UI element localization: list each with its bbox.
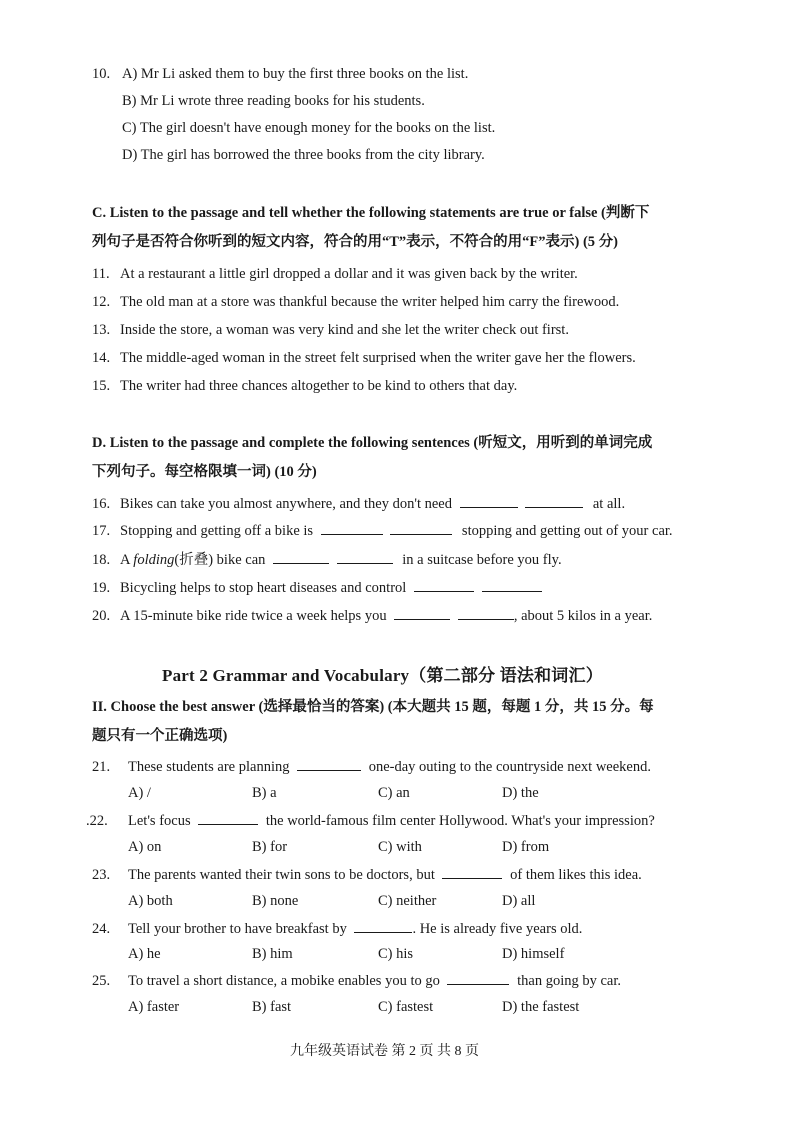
question-text-after: of them likes this idea. <box>510 867 642 883</box>
option-a[interactable]: A) faster <box>128 999 180 1015</box>
sentence-17 <box>92 520 673 541</box>
sentence-text-before: Bikes can take you almost anywhere, and they don't need <box>120 496 452 512</box>
statement-text: The writer had three chances altogether to be kind to others that day. <box>120 378 518 394</box>
question-25 <box>92 970 621 991</box>
answer-blank[interactable] <box>525 493 583 508</box>
q10-option-a <box>92 64 468 84</box>
question-text-after: one-day outing to the countryside next weekend. <box>368 759 651 775</box>
question-number: 21. <box>92 759 111 775</box>
statement-number: 12. <box>92 294 111 310</box>
option-b[interactable]: B) a <box>252 785 277 801</box>
q10-option-a-text: A) Mr Li asked them to buy the first three books on the list. <box>122 66 469 82</box>
page-footer: 九年级英语试卷 第 2 页 共 8 页 <box>290 1044 479 1059</box>
q10-option-d: D) The girl has borrowed the three books from the city library. <box>122 147 485 163</box>
answer-blank[interactable] <box>297 756 361 771</box>
statement-14 <box>92 348 636 368</box>
statement-text: The old man at a store was thankful because the writer helped him carry the firewood. <box>120 294 620 310</box>
section-c-heading-line1: C. Listen to the passage and tell whether the following statements are true or false (判断下 <box>92 205 650 221</box>
sentence-text-before-2: (折叠) bike can <box>174 552 266 568</box>
answer-blank[interactable] <box>321 520 383 535</box>
sentence-number: 16. <box>92 496 111 512</box>
answer-blank[interactable] <box>442 864 502 879</box>
statement-12 <box>92 292 619 312</box>
answer-blank[interactable] <box>394 605 450 620</box>
question-23 <box>92 864 642 885</box>
sentence-text-after: in a suitcase before you fly. <box>402 552 562 568</box>
option-b[interactable]: B) for <box>252 839 288 855</box>
question-text-before: To travel a short distance, a mobike enables you to go <box>128 973 440 989</box>
q10-option-c: C) The girl doesn't have enough money for the books on the list. <box>122 120 496 136</box>
question-text-after: the world-famous film center Hollywood. What's your impression? <box>265 813 655 829</box>
answer-blank[interactable] <box>482 577 542 592</box>
sentence-number: 17. <box>92 523 111 539</box>
sentence-number: 20. <box>92 608 111 624</box>
question-text-before: Let's focus <box>128 813 191 829</box>
sentence-text-before: A 15-minute bike ride twice a week helps you <box>120 608 387 624</box>
option-d[interactable]: D) the <box>502 785 539 801</box>
option-a[interactable]: A) / <box>128 785 151 801</box>
sentence-number: 18. <box>92 552 111 568</box>
section-d-heading-line1: D. Listen to the passage and complete the following sentences (听短文，用听到的单词完成 <box>92 435 653 451</box>
statement-number: 13. <box>92 322 111 338</box>
question-21 <box>92 756 651 777</box>
answer-blank[interactable] <box>414 577 474 592</box>
question-24-options <box>128 944 688 964</box>
sentence-19 <box>92 577 542 598</box>
option-a[interactable]: A) both <box>128 893 173 909</box>
statement-text: Inside the store, a woman was very kind and she let the writer check out first. <box>120 322 569 338</box>
answer-blank[interactable] <box>390 520 452 535</box>
statement-15 <box>92 376 517 396</box>
statement-number: 14. <box>92 350 111 366</box>
option-a[interactable]: A) he <box>128 946 161 962</box>
question-21-options <box>128 783 688 803</box>
answer-blank[interactable] <box>354 918 412 933</box>
statement-text: The middle-aged woman in the street felt surprised when the writer gave her the flowers. <box>120 350 636 366</box>
sentence-18 <box>92 549 562 570</box>
sentence-text-before: A <box>120 552 134 568</box>
option-b[interactable]: B) none <box>252 893 299 909</box>
option-d[interactable]: D) the fastest <box>502 999 580 1015</box>
question-number: 25. <box>92 973 111 989</box>
option-b[interactable]: B) him <box>252 946 293 962</box>
option-d[interactable]: D) from <box>502 839 550 855</box>
question-22 <box>86 810 655 831</box>
sentence-number: 19. <box>92 580 111 596</box>
question-text-after: . He is already five years old. <box>412 921 583 937</box>
italic-word: folding <box>133 552 175 568</box>
statement-number: 15. <box>92 378 111 394</box>
sentence-16 <box>92 493 625 514</box>
statement-13 <box>92 320 569 340</box>
sentence-20 <box>92 605 652 626</box>
answer-blank[interactable] <box>337 549 393 564</box>
option-c[interactable]: C) neither <box>378 893 437 909</box>
answer-blank[interactable] <box>447 970 509 985</box>
sentence-text-after: at all. <box>592 496 626 512</box>
option-c[interactable]: C) his <box>378 946 414 962</box>
question-text-after: than going by car. <box>517 973 622 989</box>
question-22-options <box>128 837 688 857</box>
q10-option-b: B) Mr Li wrote three reading books for his students. <box>122 93 425 109</box>
option-c[interactable]: C) fastest <box>378 999 434 1015</box>
option-c[interactable]: C) with <box>378 839 422 855</box>
part-2-heading-line1: II. Choose the best answer (选择最恰当的答案) (本大题共 15 题，每题 1 分，共 15 分。每 <box>92 699 654 715</box>
q10-number: 10. <box>92 66 111 82</box>
option-b[interactable]: B) fast <box>252 999 292 1015</box>
question-24 <box>92 918 582 939</box>
question-text-before: These students are planning <box>128 759 290 775</box>
sentence-text-before: Bicycling helps to stop heart diseases and control <box>120 580 407 596</box>
option-a[interactable]: A) on <box>128 839 162 855</box>
question-number: .22. <box>86 813 108 829</box>
answer-blank[interactable] <box>273 549 329 564</box>
answer-blank[interactable] <box>460 493 518 508</box>
part-2-title: Part 2 Grammar and Vocabulary（第二部分 语法和词汇） <box>162 666 603 685</box>
option-c[interactable]: C) an <box>378 785 410 801</box>
question-text-before: Tell your brother to have breakfast by <box>128 921 347 937</box>
sentence-text-before: Stopping and getting off a bike is <box>120 523 314 539</box>
statement-text: At a restaurant a little girl dropped a dollar and it was given back by the writer. <box>120 266 578 282</box>
question-number: 23. <box>92 867 111 883</box>
statement-11 <box>92 264 578 284</box>
answer-blank[interactable] <box>198 810 258 825</box>
question-text-before: The parents wanted their twin sons to be doctors, but <box>128 867 435 883</box>
question-number: 24. <box>92 921 111 937</box>
option-d[interactable]: D) all <box>502 893 536 909</box>
section-d-heading-line2: 下列句子。每空格限填一词) (10 分) <box>92 464 317 480</box>
question-25-options <box>128 997 688 1017</box>
section-c-heading-line2: 列句子是否符合你听到的短文内容，符合的用“T”表示，不符合的用“F”表示) (5 分) <box>92 234 619 250</box>
answer-blank[interactable] <box>458 605 514 620</box>
sentence-text-after: , about 5 kilos in a year. <box>513 608 653 624</box>
option-d[interactable]: D) himself <box>502 946 565 962</box>
statement-number: 11. <box>92 266 110 282</box>
part-2-heading-line2: 题只有一个正确选项) <box>92 728 228 744</box>
question-23-options <box>128 891 688 911</box>
sentence-text-after: stopping and getting out of your car. <box>461 523 673 539</box>
